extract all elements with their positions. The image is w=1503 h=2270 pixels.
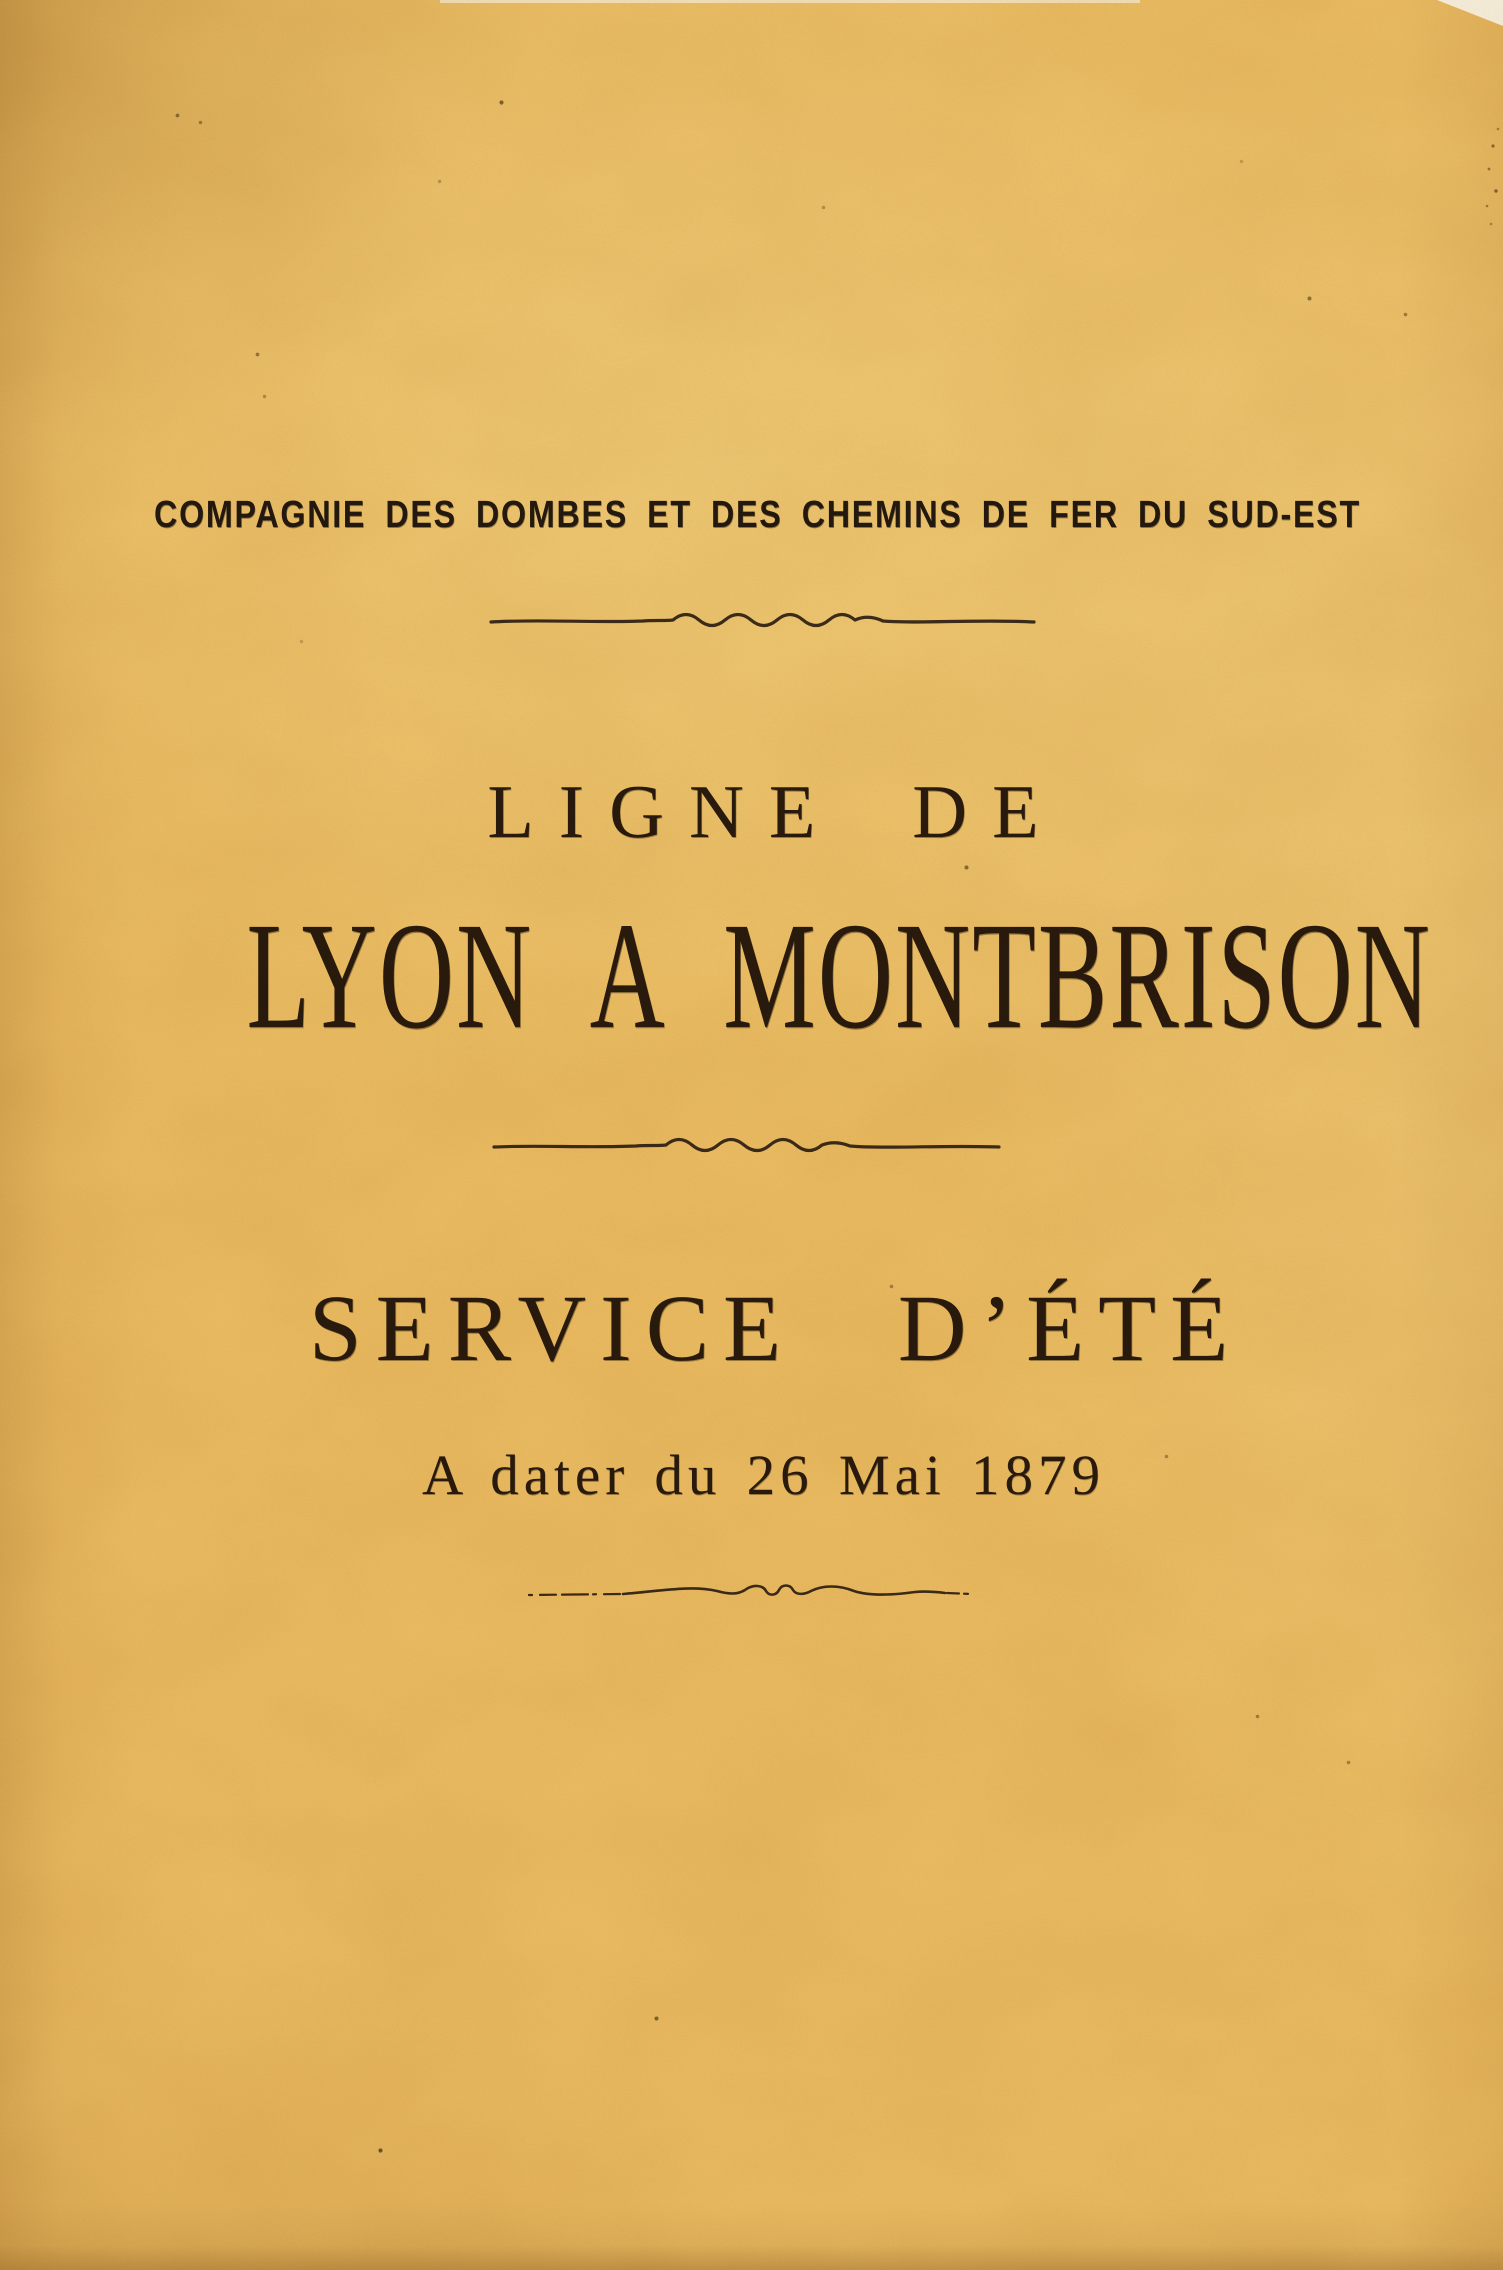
wavy-rule-path [494,1140,999,1151]
paper-foxing-specks [0,0,3,3]
flourish-dash-left [529,1594,621,1595]
line-title-main: LYON A MONTBRISON [246,892,1432,1061]
scan-edge-corner-top-right [1437,0,1503,26]
flourish-divider [523,1576,978,1608]
flourish-dash-right [947,1593,972,1594]
line-title-prefix: LIGNE DE [487,770,1064,854]
paper-edge-specks [0,0,2,2]
wavy-rule-path [491,615,1034,626]
wavy-rule-divider-middle [488,1130,1005,1160]
scan-edge-sliver-top [440,0,1140,3]
flourish-main-path [623,1586,945,1595]
wavy-rule-divider-top [485,605,1040,635]
effective-date: A dater du 26 Mai 1879 [421,1444,1105,1507]
company-name-heading: COMPAGNIE DES DOMBES ET DES CHEMINS DE FER DU SUD-EST [154,494,1361,536]
service-title: SERVICE D’ÉTÉ [308,1275,1243,1381]
